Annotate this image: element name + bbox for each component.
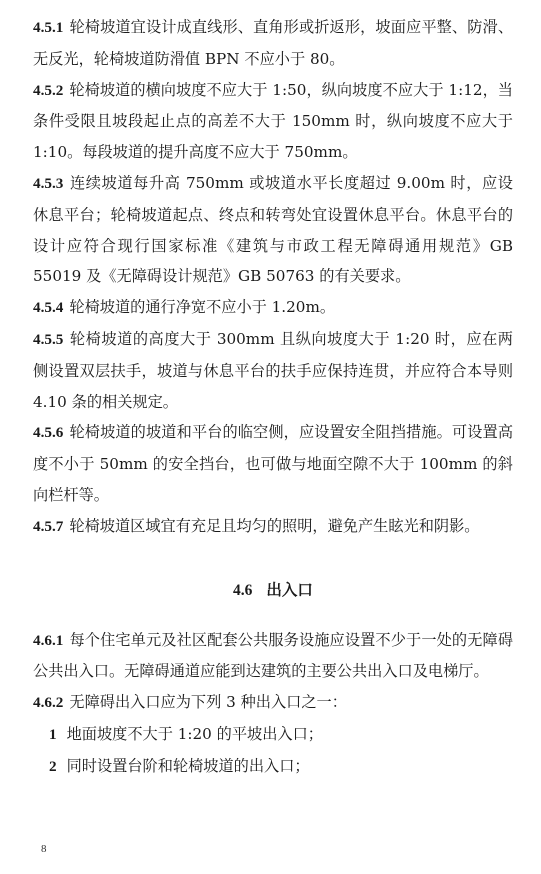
clause-number: 4.5.3: [33, 174, 64, 192]
clause-text: 轮椅坡道宜设计成直线形、直角形或折返形，坡面应平整、防滑、无反光，轮椅坡道防滑值 BPN 不应小于 80。: [33, 18, 513, 68]
clause-text: 轮椅坡道的坡道和平台的临空侧，应设置安全阻挡措施。可设置高度不小于 50mm 的安全挡台，也可做与地面空隙不大于 100mm 的斜向栏杆等。: [33, 423, 513, 504]
section-title: 出入口: [266, 579, 313, 599]
clause-number: 4.6.2: [33, 694, 64, 712]
clause-4-5-5: [33, 324, 513, 417]
clause-4-5-7: [33, 511, 513, 543]
clause-text: 轮椅坡道的高度大于 300mm 且纵向坡度大于 1:20 时，应在两侧设置双层扶手，坡道与休息平台的扶手应保持连贯，并应符合本导则 4.10 条的相关规定。: [33, 329, 513, 411]
clause-text: 轮椅坡道的横向坡度不应大于 1:50，纵向坡度不应大于 1:12，当条件受限且坡段起止点的高差不大于 150mm 时，纵向坡度不应大于 1:10。每段坡道的提升高度不应大于 750mm。: [33, 80, 513, 162]
clause-4-5-3: [33, 168, 513, 292]
clause-4-6-2: [33, 687, 513, 719]
clause-number: 4.6.1: [33, 631, 64, 649]
clause-text: 连续坡道每升高 750mm 或坡道水平长度超过 9.00m 时，应设休息平台；轮椅坡道起点、终点和转弯处宜设置休息平台。休息平台的设计应符合现行国家标准《建筑与市政工程无障碍通用规范》GB 55019 及《无障碍设计规范》GB 50763 的有关要求。: [33, 173, 513, 286]
clause-number: 4.5.5: [33, 330, 64, 348]
section-spacer-top: [33, 543, 513, 575]
section-spacer-bottom: [33, 605, 513, 625]
page-content: [33, 12, 513, 783]
list-item: [33, 719, 513, 751]
clause-text: 轮椅坡道区域宜有充足且均匀的照明，避免产生眩光和阴影。: [69, 516, 480, 535]
item-number: 2: [49, 757, 57, 775]
clause-text: 无障碍出入口应为下列 3 种出入口之一：: [69, 693, 347, 712]
clause-4-5-6: [33, 417, 513, 510]
clause-number: 4.5.1: [33, 19, 64, 36]
clause-text: 轮椅坡道的通行净宽不应小于 1.20m。: [69, 298, 336, 317]
clause-4-5-2: [33, 75, 513, 168]
page-number: 8: [41, 843, 47, 855]
item-number: 1: [49, 725, 57, 743]
section-heading: [33, 575, 513, 605]
section-number: 4.6: [233, 581, 253, 599]
clause-4-5-4: [33, 292, 513, 324]
clause-4-6-1: [33, 625, 513, 688]
clause-number: 4.5.6: [33, 424, 64, 442]
clause-number: 4.5.4: [33, 299, 64, 317]
item-text: 地面坡度不大于 1:20 的平坡出入口；: [66, 724, 323, 743]
clause-number: 4.5.7: [33, 517, 64, 535]
item-text: 同时设置台阶和轮椅坡道的出入口；: [66, 756, 310, 775]
clause-number: 4.5.2: [33, 81, 64, 99]
list-item: [33, 751, 513, 783]
clause-text: 每个住宅单元及社区配套公共服务设施应设置不少于一处的无障碍公共出入口。无障碍通道应能到达建筑的主要公共出入口及电梯厅。: [33, 630, 513, 681]
clause-4-5-1: [33, 12, 513, 75]
